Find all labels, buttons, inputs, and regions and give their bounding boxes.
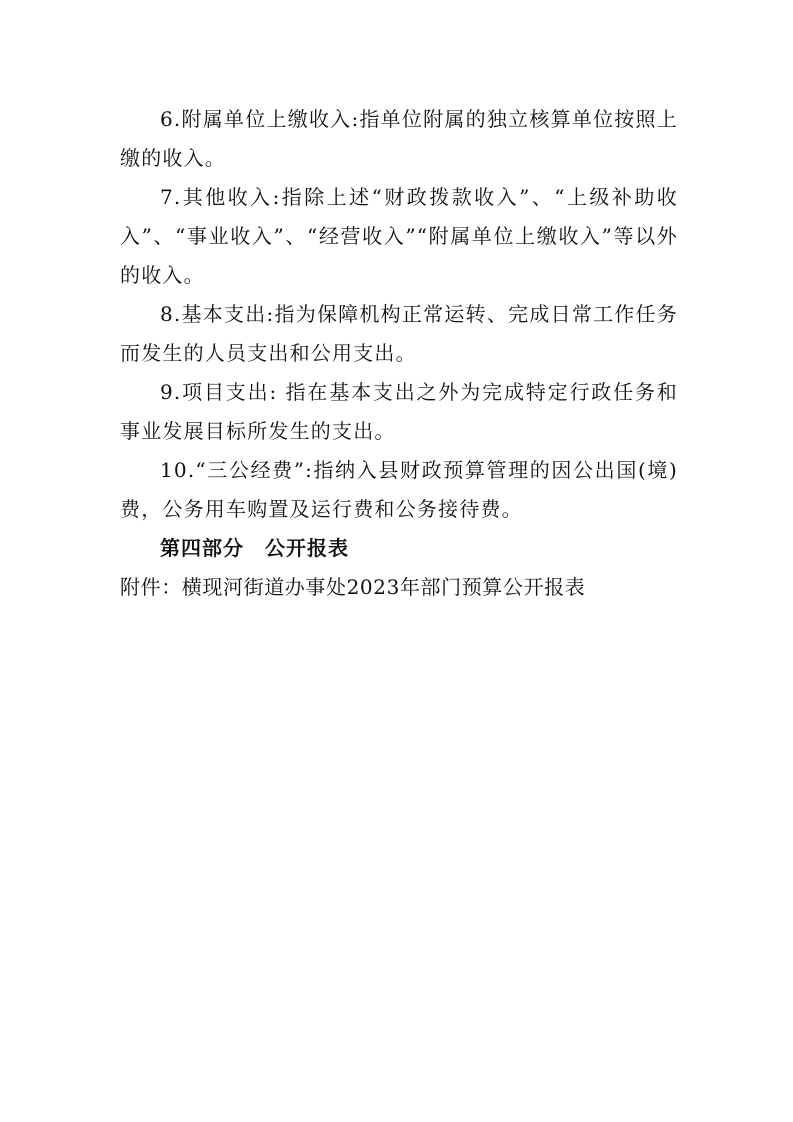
document-body	[120, 100, 678, 607]
paragraph-other-income: 7.其他收入:指除上述“财政拨款收入”、“上级补助收入”、“事业收入”、“经营收入”“附属单位上缴收入”等以外的收入。	[120, 185, 678, 287]
section-heading: 第四部分 公开报表	[160, 536, 349, 560]
paragraph-affiliated-unit-income: 6.附属单位上缴收入:指单位附属的独立核算单位按照上缴的收入。	[120, 107, 678, 170]
paragraph-three-public-expenses: 10.“三公经费”:指纳入县财政预算管理的因公出国(境)费，公务用车购置及运行费和公务接待费。	[120, 458, 678, 521]
attachment-line: 附件：横现河街道办事处2023年部门预算公开报表	[120, 575, 586, 599]
paragraph-basic-expenditure: 8.基本支出:指为保障机构正常运转、完成日常工作任务而发生的人员支出和公用支出。	[120, 302, 678, 365]
paragraph-project-expenditure: 9.项目支出: 指在基本支出之外为完成特定行政任务和事业发展目标所发生的支出。	[120, 380, 678, 443]
